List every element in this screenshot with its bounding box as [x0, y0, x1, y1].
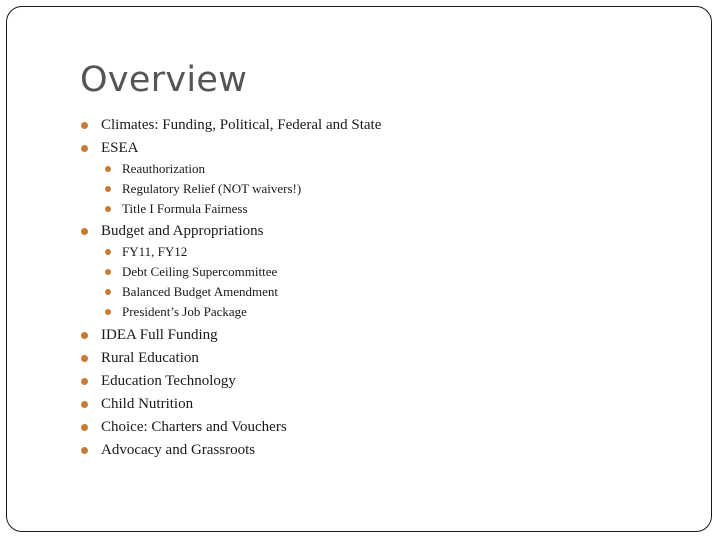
slide-title: Overview [80, 60, 248, 100]
bullet-item: Rural Education [101, 351, 199, 366]
bullet-icon [105, 309, 111, 315]
bullet-item: ESEA [101, 141, 139, 156]
bullet-icon [81, 332, 88, 339]
sub-bullet-item: President’s Job Package [122, 305, 247, 318]
bullet-icon [105, 186, 111, 192]
sub-bullet-item: Reauthorization [122, 162, 205, 175]
bullet-icon [81, 228, 88, 235]
bullet-item: Child Nutrition [101, 397, 193, 412]
bullet-icon [81, 401, 88, 408]
bullet-icon [81, 447, 88, 454]
bullet-item: Advocacy and Grassroots [101, 443, 255, 458]
bullet-icon [105, 269, 111, 275]
bullet-icon [81, 122, 88, 129]
sub-bullet-item: FY11, FY12 [122, 245, 187, 258]
sub-bullet-item: Title I Formula Fairness [122, 202, 248, 215]
bullet-item: Climates: Funding, Political, Federal and State [101, 118, 381, 133]
bullet-icon [105, 166, 111, 172]
bullet-item: Education Technology [101, 374, 236, 389]
bullet-item: Choice: Charters and Vouchers [101, 420, 287, 435]
bullet-icon [81, 424, 88, 431]
bullet-icon [105, 206, 111, 212]
bullet-item: IDEA Full Funding [101, 328, 218, 343]
bullet-item: Budget and Appropriations [101, 224, 263, 239]
sub-bullet-item: Debt Ceiling Supercommittee [122, 265, 277, 278]
sub-bullet-item: Regulatory Relief (NOT waivers!) [122, 182, 301, 195]
bullet-icon [105, 249, 111, 255]
bullet-icon [105, 289, 111, 295]
bullet-icon [81, 378, 88, 385]
sub-bullet-item: Balanced Budget Amendment [122, 285, 278, 298]
bullet-icon [81, 355, 88, 362]
bullet-icon [81, 145, 88, 152]
